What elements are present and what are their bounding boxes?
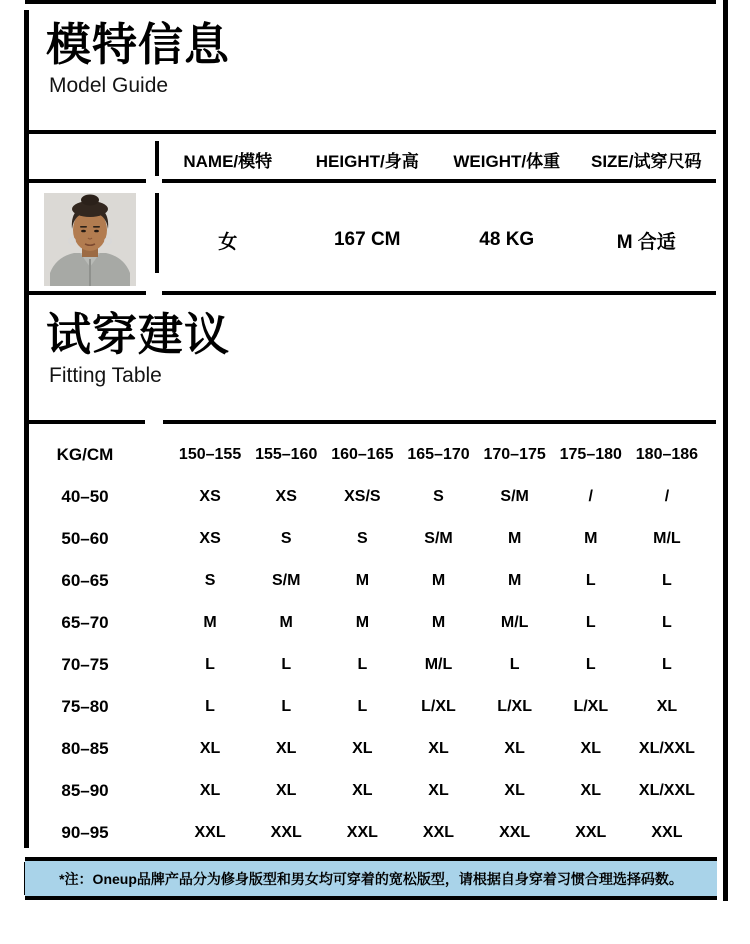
fit-cell: XL — [199, 740, 221, 757]
fit-cell: M — [584, 530, 598, 547]
fit-cell: S/M — [424, 530, 453, 547]
fit-row-label: KG/CM — [56, 445, 114, 464]
model-photo — [44, 193, 136, 286]
fit-cell: L — [357, 656, 368, 673]
fit-cell: XL — [656, 698, 678, 715]
fit-cell: / — [588, 488, 593, 505]
model-table-bottom-line-right — [162, 291, 716, 295]
fitting-table-row — [25, 686, 705, 728]
frame-line-top — [25, 0, 716, 4]
fit-cell: 160–165 — [331, 446, 394, 463]
fit-cell: XXL — [422, 824, 455, 841]
fit-cell: XL — [352, 740, 373, 757]
fit-cell: XXL — [499, 824, 531, 841]
fit-cell: XL — [580, 740, 601, 757]
fitting-table-row — [25, 812, 705, 854]
fit-row-label: 75–80 — [61, 697, 109, 716]
fit-cell: S — [280, 530, 292, 547]
fit-row-label: 85–90 — [61, 781, 109, 800]
model-table-header — [158, 140, 716, 178]
fit-row-label: 60–65 — [61, 571, 109, 590]
fit-cell: XL — [199, 782, 221, 799]
fitting-title: 试穿建议 — [46, 309, 231, 360]
fit-cell: L — [281, 698, 292, 715]
fit-row-cells — [172, 614, 705, 632]
model-table-top-line — [25, 130, 716, 134]
fit-cell: XL — [580, 782, 601, 799]
model-table-value-cell: 女 — [218, 231, 238, 253]
fit-row-cells — [172, 824, 705, 842]
fit-cell: XL/XXL — [638, 740, 695, 757]
model-table-value-cell: M 合适 — [616, 231, 676, 253]
fit-row-cells — [172, 698, 705, 716]
fit-cell: XXL — [651, 824, 683, 841]
model-table-header-cell: WEIGHT/体重 — [453, 151, 561, 171]
model-table-header-line-left — [25, 179, 146, 183]
fitting-table-row — [25, 476, 705, 518]
fit-cell: M/L — [653, 530, 681, 547]
fit-cell: S — [357, 530, 368, 547]
fit-cell: M/L — [500, 614, 529, 631]
fit-cell: XL — [275, 782, 297, 799]
fit-cell: XXL — [346, 824, 378, 841]
fitting-table — [25, 434, 705, 854]
fit-cell: XL — [504, 740, 525, 757]
fit-cell: L — [585, 572, 596, 589]
fit-cell: L — [281, 656, 292, 673]
model-table-header-cell: HEIGHT/身高 — [315, 151, 419, 171]
fitting-subtitle: Fitting Table — [49, 364, 162, 387]
fit-cell: L — [662, 656, 672, 673]
fit-cell: M — [431, 614, 446, 631]
model-table-row — [158, 200, 716, 280]
fit-cell: M — [279, 614, 293, 631]
fit-cell: L — [662, 614, 672, 631]
fit-cell: M — [507, 572, 522, 589]
fit-cell: XS — [199, 530, 221, 547]
model-table-value-cell: 167 CM — [333, 229, 401, 250]
fit-cell: XL — [352, 782, 373, 799]
fit-cell: M — [431, 572, 446, 589]
fit-cell: XS — [275, 488, 297, 505]
fit-cell: M — [203, 614, 217, 631]
fit-cell: 165–170 — [407, 446, 470, 463]
fitting-table-row — [25, 602, 705, 644]
fit-cell: L — [357, 698, 368, 715]
fit-cell: S — [204, 572, 216, 589]
model-table-header-cell: NAME/模特 — [183, 151, 273, 171]
footnote-band — [25, 857, 717, 900]
model-table-header-line-right — [162, 179, 716, 183]
fitting-table-row — [25, 770, 705, 812]
fit-cell: M — [355, 572, 370, 589]
fit-row-cells — [172, 740, 705, 758]
footnote-text: *注：Oneup品牌产品分为修身版型和男女均可穿着的宽松版型，请根据自身穿着习惯合理选择码数。 — [59, 870, 683, 887]
fit-row-cells — [172, 572, 705, 590]
fit-cell: M/L — [424, 656, 453, 673]
fit-cell: XL/XXL — [638, 782, 695, 799]
fit-cell: L — [205, 656, 215, 673]
fit-cell: XL — [428, 740, 449, 757]
fit-row-label: 40–50 — [61, 487, 109, 506]
fit-row-cells — [172, 488, 705, 506]
fit-cell: XL — [428, 782, 449, 799]
model-photo-image — [44, 193, 136, 286]
fit-cell: L — [205, 698, 215, 715]
fit-row-cells — [172, 656, 705, 674]
fit-cell: S — [433, 488, 444, 505]
fit-cell: 175–180 — [559, 446, 622, 463]
model-info-subtitle: Model Guide — [49, 74, 169, 97]
fit-cell: L — [662, 572, 672, 589]
fit-row-label: 65–70 — [61, 613, 109, 632]
model-info-title: 模特信息 — [46, 19, 231, 70]
fit-cell: XL — [504, 782, 525, 799]
fit-cell: M — [355, 614, 370, 631]
fit-cell: XS/S — [344, 488, 381, 505]
fit-row-label: 80–85 — [61, 739, 109, 758]
fit-row-label: 90–95 — [61, 823, 109, 842]
fit-cell: XXL — [575, 824, 607, 841]
fit-cell: L/XL — [497, 698, 532, 715]
fitting-table-row — [25, 728, 705, 770]
fit-row-cells — [172, 782, 705, 800]
fit-cell: 150–155 — [178, 446, 242, 463]
fit-cell: 180–186 — [635, 446, 699, 463]
fitting-table-top-line-left — [25, 420, 145, 424]
fit-row-cells — [172, 530, 705, 548]
model-table-header-cell: SIZE/试穿尺码 — [590, 151, 702, 171]
fit-cell: S/M — [500, 488, 529, 505]
fit-row-cells — [172, 446, 705, 464]
fit-cell: S/M — [271, 572, 301, 589]
fit-row-label: 70–75 — [61, 655, 109, 674]
fit-cell: XXL — [194, 824, 226, 841]
fit-cell: XL — [275, 740, 297, 757]
fit-cell: L/XL — [573, 698, 609, 715]
fit-cell: XXL — [270, 824, 302, 841]
fit-cell: L/XL — [421, 698, 456, 715]
model-table-value-cell: 48 KG — [479, 229, 535, 250]
model-table-divider-top — [155, 141, 159, 176]
model-table-bottom-line-left — [25, 291, 146, 295]
fit-cell: XS — [199, 488, 221, 505]
fitting-table-top-line-right — [163, 420, 716, 424]
fit-cell: L — [585, 656, 596, 673]
fit-cell: 155–160 — [255, 446, 318, 463]
fit-row-label: 50–60 — [61, 529, 109, 548]
fitting-table-row — [25, 644, 705, 686]
fitting-table-header-row — [25, 434, 705, 476]
fit-cell: 170–175 — [483, 446, 546, 463]
fitting-table-row — [25, 518, 705, 560]
fit-cell: / — [664, 488, 670, 505]
frame-bar-right — [723, 0, 728, 901]
fit-cell: M — [507, 530, 522, 547]
fit-cell: L — [509, 656, 520, 673]
fitting-table-row — [25, 560, 705, 602]
fit-cell: L — [585, 614, 596, 631]
